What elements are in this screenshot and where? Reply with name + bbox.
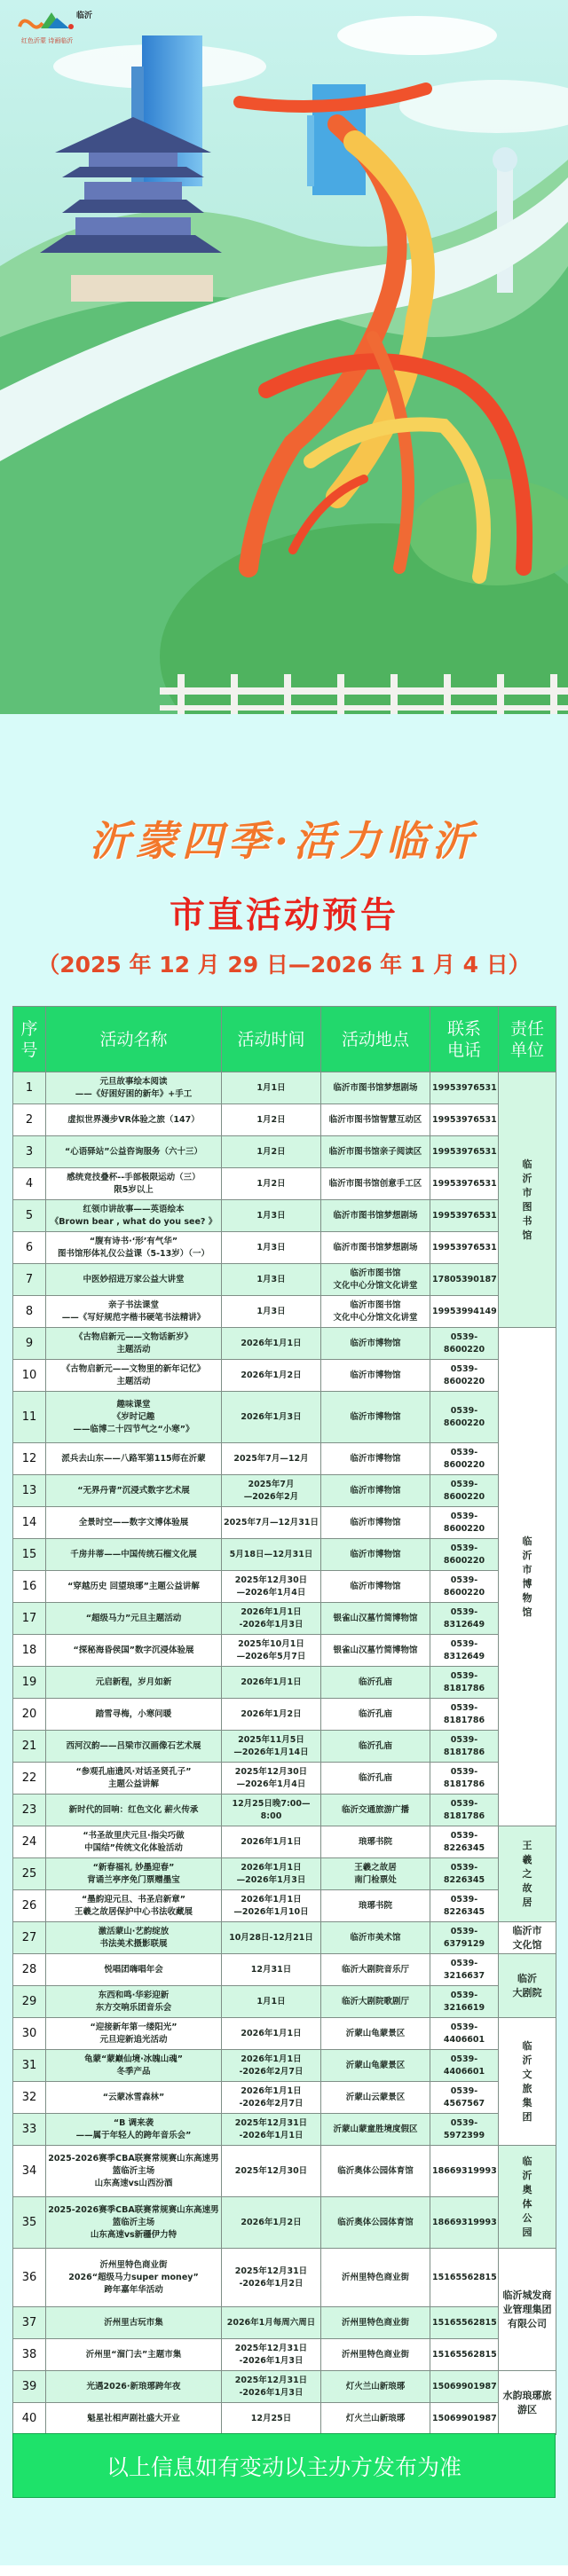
activity-location: 临沂市图书馆创意手工区	[321, 1168, 430, 1200]
activity-location: 临沂孔庙	[321, 1731, 430, 1763]
activity-time: 2026年1月1日 -2026年1月3日	[222, 1603, 321, 1635]
table-row	[13, 1539, 556, 1571]
contact-phone: 0539-8181786	[430, 1763, 499, 1795]
activity-number: 25	[13, 1858, 46, 1890]
activity-time: 2025年12月31日 -2026年1月1日	[222, 2114, 321, 2146]
activity-number: 23	[13, 1795, 46, 1826]
activity-time: 2025年11月5日 —2026年1月14日	[222, 1731, 321, 1763]
responsible-unit: 临 沂 奥 体 公 园	[499, 2146, 556, 2249]
table-row	[13, 1072, 556, 1104]
activity-number: 14	[13, 1507, 46, 1539]
activity-number: 4	[13, 1168, 46, 1200]
activity-number: 20	[13, 1699, 46, 1731]
activity-location: 临沂孔庙	[321, 1667, 430, 1699]
table-row	[13, 2018, 556, 2050]
table-row	[13, 1603, 556, 1635]
activity-name: 亲子书法课堂 ——《写好规范字楷书硬笔书法精讲》	[46, 1296, 222, 1328]
activity-time: 2025年12月31日 -2026年1月2日	[222, 2249, 321, 2307]
activity-name: “心语驿站”公益咨询服务（六十三）	[46, 1136, 222, 1168]
activity-time: 2026年1月3日	[222, 1392, 321, 1443]
contact-phone: 15165562815	[430, 2249, 499, 2307]
hero-illustration	[0, 0, 568, 736]
contact-phone: 0539-8600220	[430, 1392, 499, 1443]
activity-location: 沂州里特色商业街	[321, 2307, 430, 2339]
activity-time: 2026年1月1日 —2026年1月3日	[222, 1858, 321, 1890]
responsible-unit: 临 沂 市 图 书 馆	[499, 1072, 556, 1328]
activity-name: “书圣故里庆元旦·指尖巧做 中国结”传统文化体验活动	[46, 1826, 222, 1858]
table-row	[13, 1667, 556, 1699]
activity-number: 17	[13, 1603, 46, 1635]
activity-name: 西河汉韵——吕梁市汉画像石艺术展	[46, 1731, 222, 1763]
activity-number: 39	[13, 2371, 46, 2403]
table-header	[13, 1007, 556, 1072]
table-row	[13, 2339, 556, 2371]
activity-number: 16	[13, 1571, 46, 1603]
contact-phone: 19953994149	[430, 1296, 499, 1328]
activity-number: 28	[13, 1954, 46, 1986]
activity-time: 2025年12月31日 -2026年1月3日	[222, 2371, 321, 2403]
table-row	[13, 1104, 556, 1136]
activity-table	[12, 1006, 556, 2435]
activity-time: 12月31日	[222, 1954, 321, 1986]
contact-phone: 0539-8181786	[430, 1667, 499, 1699]
contact-phone: 0539-8600220	[430, 1475, 499, 1507]
activity-time: 10月28日-12月21日	[222, 1922, 321, 1954]
activity-name: 全景时空——数字文博体验展	[46, 1507, 222, 1539]
activity-number: 34	[13, 2146, 46, 2197]
activity-location: 临沂大剧院歌剧厅	[321, 1986, 430, 2018]
activity-location: 临沂孔庙	[321, 1763, 430, 1795]
activity-time: 2026年1月2日	[222, 1360, 321, 1392]
activity-number: 22	[13, 1763, 46, 1795]
activity-number: 37	[13, 2307, 46, 2339]
contact-phone: 18669319993	[430, 2197, 499, 2249]
activity-location: 临沂市博物馆	[321, 1539, 430, 1571]
contact-phone: 0539-3216619	[430, 1986, 499, 2018]
activity-number: 18	[13, 1635, 46, 1667]
table-row	[13, 1890, 556, 1922]
activity-time: 2026年1月1日 -2026年2月7日	[222, 2050, 321, 2082]
activity-location: 临沂奥体公园体育馆	[321, 2197, 430, 2249]
contact-phone: 0539-8600220	[430, 1360, 499, 1392]
column-header: 责任 单位	[499, 1007, 556, 1072]
page-title: 市直活动预告	[170, 895, 398, 936]
logo-brand: 临沂	[76, 12, 93, 20]
activity-name: 新时代的回响：红色文化 薪火传承	[46, 1795, 222, 1826]
activity-time: 2025年12月30日	[222, 2146, 321, 2197]
contact-phone: 0539-8600220	[430, 1443, 499, 1475]
contact-phone: 15069901987	[430, 2403, 499, 2435]
activity-name: 虚拟世界漫步VR体验之旅（147）	[46, 1104, 222, 1136]
activity-number: 30	[13, 2018, 46, 2050]
contact-phone: 15165562815	[430, 2339, 499, 2371]
activity-time: 1月3日	[222, 1264, 321, 1296]
activity-number: 1	[13, 1072, 46, 1104]
table-row	[13, 1200, 556, 1232]
activity-location: 灯火兰山新琅琊	[321, 2371, 430, 2403]
activity-number: 35	[13, 2197, 46, 2249]
table-row	[13, 1443, 556, 1475]
table-row	[13, 2307, 556, 2339]
activity-name: 激活蒙山·艺韵绽放 书法美术摄影联展	[46, 1922, 222, 1954]
table-row	[13, 1763, 556, 1795]
contact-phone: 0539-5972399	[430, 2114, 499, 2146]
activity-time: 1月3日	[222, 1296, 321, 1328]
table-row	[13, 1986, 556, 2018]
table-row	[13, 1264, 556, 1296]
logo-slogan: 红色沂蒙 诗画临沂	[21, 37, 74, 44]
activity-location: 银雀山汉墓竹简博物馆	[321, 1603, 430, 1635]
table-row	[13, 2403, 556, 2435]
activity-name: 趣味课堂 《岁时记趣 ——临博二十四节气之“小寒”》	[46, 1392, 222, 1443]
activity-location: 临沂市博物馆	[321, 1392, 430, 1443]
activity-number: 10	[13, 1360, 46, 1392]
activity-name: 沂州里特色商业街 2026“超级马力super money” 跨年嘉年华活动	[46, 2249, 222, 2307]
activity-location: 临沂市图书馆 文化中心分馆文化讲堂	[321, 1296, 430, 1328]
responsible-unit: 临沂城发商 业管理集团 有限公司	[499, 2249, 556, 2371]
activity-number: 12	[13, 1443, 46, 1475]
activity-time: 1月1日	[222, 1072, 321, 1104]
table-row	[13, 1858, 556, 1890]
table-row	[13, 1328, 556, 1360]
activity-time: 1月3日	[222, 1232, 321, 1264]
activity-location: 临沂市博物馆	[321, 1475, 430, 1507]
activity-name: 《古物启新元——文物里的新年记忆》 主题活动	[46, 1360, 222, 1392]
activity-location: 沂蒙山龟蒙景区	[321, 2050, 430, 2082]
contact-phone: 0539-8600220	[430, 1507, 499, 1539]
column-header: 活动名称	[46, 1007, 222, 1072]
activity-time: 1月2日	[222, 1136, 321, 1168]
activity-location: 临沂大剧院音乐厅	[321, 1954, 430, 1986]
activity-number: 26	[13, 1890, 46, 1922]
table-row	[13, 2371, 556, 2403]
activity-name: 悦唱团嗨唱年会	[46, 1954, 222, 1986]
activity-number: 31	[13, 2050, 46, 2082]
activity-name: 沂州里“溜门去”主题市集	[46, 2339, 222, 2371]
contact-phone: 0539-8181786	[430, 1731, 499, 1763]
contact-phone: 19953976531	[430, 1136, 499, 1168]
activity-name: 魁星社相声剧社盛大开业	[46, 2403, 222, 2435]
activity-name: 龟蒙“蒙巅仙境·冰魄山魂” 冬季产品	[46, 2050, 222, 2082]
activity-name: 2025-2026赛季CBA联赛常规赛山东高速男 篮临沂主场 山东高速vs新疆伊力特	[46, 2197, 222, 2249]
activity-location: 琅琊书院	[321, 1890, 430, 1922]
activity-time: 1月3日	[222, 1200, 321, 1232]
activity-name: 2025-2026赛季CBA联赛常规赛山东高速男 篮临沂主场 山东高速vs山西汾酒	[46, 2146, 222, 2197]
activity-name: 元旦故事绘本阅读 ——《好困好困的新年》+手工	[46, 1072, 222, 1104]
contact-phone: 19953976531	[430, 1200, 499, 1232]
activity-location: 临沂市博物馆	[321, 1328, 430, 1360]
activity-time: 2026年1月1日 —2026年1月10日	[222, 1890, 321, 1922]
activity-name: 《古物启新元——文物话新岁》 主题活动	[46, 1328, 222, 1360]
activity-location: 临沂市博物馆	[321, 1443, 430, 1475]
activity-number: 36	[13, 2249, 46, 2307]
responsible-unit: 临 沂 市 博 物 馆	[499, 1328, 556, 1826]
activity-name: “参观孔庙遗风·对话圣贤孔子” 主题公益讲解	[46, 1763, 222, 1795]
table-row	[13, 2050, 556, 2082]
responsible-unit: 临 沂 文 旅 集 团	[499, 2018, 556, 2146]
logo-mark-icon	[16, 7, 78, 35]
activity-number: 27	[13, 1922, 46, 1954]
table-row	[13, 1507, 556, 1539]
activity-time: 12月25日晚7:00—8:00	[222, 1795, 321, 1826]
contact-phone: 19953976531	[430, 1232, 499, 1264]
table-row	[13, 1232, 556, 1264]
activity-name: 东西和鸣·华彩迎新 东方交响乐团音乐会	[46, 1986, 222, 2018]
table-row	[13, 1475, 556, 1507]
activity-name: 沂州里古玩市集	[46, 2307, 222, 2339]
activity-location: 银雀山汉墓竹简博物馆	[321, 1635, 430, 1667]
activity-time: 2025年7月—12月31日	[222, 1507, 321, 1539]
column-header: 联系 电话	[430, 1007, 499, 1072]
contact-phone: 15069901987	[430, 2371, 499, 2403]
table-row	[13, 1954, 556, 1986]
activity-location: 琅琊书院	[321, 1826, 430, 1858]
activity-time: 2026年1月2日	[222, 2197, 321, 2249]
activity-time: 1月2日	[222, 1104, 321, 1136]
activity-name: “B 调来袭 ——属于年轻人的跨年音乐会”	[46, 2114, 222, 2146]
activity-name: 中医妙招进万家公益大讲堂	[46, 1264, 222, 1296]
contact-phone: 19953976531	[430, 1072, 499, 1104]
contact-phone: 0539-8312649	[430, 1603, 499, 1635]
activity-number: 40	[13, 2403, 46, 2435]
disclaimer-banner: 以上信息如有变动以主办方发布为准	[12, 2433, 556, 2498]
activity-location: 临沂市博物馆	[321, 1507, 430, 1539]
logo	[16, 7, 105, 44]
table-row	[13, 1826, 556, 1858]
activity-location: 沂州里特色商业街	[321, 2339, 430, 2371]
activity-location: 临沂市图书馆亲子阅读区	[321, 1136, 430, 1168]
activity-number: 6	[13, 1232, 46, 1264]
activity-number: 3	[13, 1136, 46, 1168]
activity-name: “墨韵迎元旦、书圣启新章” 王羲之故居保护中心书法收藏展	[46, 1890, 222, 1922]
contact-phone: 0539-8226345	[430, 1890, 499, 1922]
contact-phone: 0539-4567567	[430, 2082, 499, 2114]
activity-location: 临沂市美术馆	[321, 1922, 430, 1954]
activity-number: 13	[13, 1475, 46, 1507]
activity-location: 临沂市图书馆智慧互动区	[321, 1104, 430, 1136]
activity-location: 沂蒙山龟蒙景区	[321, 2018, 430, 2050]
activity-time: 2025年12月30日 —2026年1月4日	[222, 1763, 321, 1795]
activity-name: “探秘海昏侯国”数字沉浸体验展	[46, 1635, 222, 1667]
responsible-unit: 水韵琅琊旅 游区	[499, 2371, 556, 2435]
activity-number: 8	[13, 1296, 46, 1328]
activity-location: 灯火兰山新琅琊	[321, 2403, 430, 2435]
activity-location: 临沂市图书馆梦想剧场	[321, 1200, 430, 1232]
activity-location: 沂蒙山云蒙景区	[321, 2082, 430, 2114]
contact-phone: 15165562815	[430, 2307, 499, 2339]
contact-phone: 0539-8181786	[430, 1795, 499, 1826]
activity-name: “云蒙冰雪森林”	[46, 2082, 222, 2114]
activity-location: 沂蒙山蒙童胜境度假区	[321, 2114, 430, 2146]
activity-time: 2026年1月1日 -2026年2月7日	[222, 2082, 321, 2114]
activity-name: “无界丹青”沉浸式数字艺术展	[46, 1475, 222, 1507]
contact-phone: 0539-8226345	[430, 1858, 499, 1890]
responsible-unit: 临沂市 文化馆	[499, 1922, 556, 1954]
contact-phone: 0539-8600220	[430, 1328, 499, 1360]
table-row	[13, 1360, 556, 1392]
activity-time: 2025年7月 —2026年2月	[222, 1475, 321, 1507]
table-row	[13, 1699, 556, 1731]
table-row	[13, 1296, 556, 1328]
activity-time: 2025年10月1日 —2026年5月7日	[222, 1635, 321, 1667]
column-header: 活动时间	[222, 1007, 321, 1072]
responsible-unit: 王 羲 之 故 居	[499, 1826, 556, 1922]
activity-number: 24	[13, 1826, 46, 1858]
activity-number: 21	[13, 1731, 46, 1763]
activity-name: 光遇2026·新琅琊跨年夜	[46, 2371, 222, 2403]
activity-time: 2025年12月31日 -2026年1月3日	[222, 2339, 321, 2371]
activity-location: 临沂市博物馆	[321, 1360, 430, 1392]
activity-time: 2026年1月1日	[222, 2018, 321, 2050]
activity-number: 15	[13, 1539, 46, 1571]
table-row	[13, 1922, 556, 1954]
contact-phone: 0539-4406601	[430, 2050, 499, 2082]
date-range: （2025 年 12 月 29 日—2026 年 1 月 4 日）	[37, 952, 531, 978]
activity-name: 元启新程，岁月如新	[46, 1667, 222, 1699]
table-row	[13, 1571, 556, 1603]
contact-phone: 0539-8226345	[430, 1826, 499, 1858]
contact-phone: 0539-8600220	[430, 1539, 499, 1571]
contact-phone: 0539-6379129	[430, 1922, 499, 1954]
activity-time: 2025年7月—12月	[222, 1443, 321, 1475]
activity-time: 2026年1月每周六周日	[222, 2307, 321, 2339]
activity-time: 1月1日	[222, 1986, 321, 2018]
activity-time: 2026年1月1日	[222, 1826, 321, 1858]
contact-phone: 0539-8181786	[430, 1699, 499, 1731]
activity-number: 38	[13, 2339, 46, 2371]
activity-time: 5月18日—12月31日	[222, 1539, 321, 1571]
table-row	[13, 2146, 556, 2197]
table-row	[13, 2114, 556, 2146]
activity-location: 临沂奥体公园体育馆	[321, 2146, 430, 2197]
table-row	[13, 1392, 556, 1443]
activity-number: 2	[13, 1104, 46, 1136]
activity-number: 5	[13, 1200, 46, 1232]
activity-time: 1月2日	[222, 1168, 321, 1200]
activity-number: 7	[13, 1264, 46, 1296]
activity-number: 11	[13, 1392, 46, 1443]
table-row	[13, 1731, 556, 1763]
activity-location: 临沂孔庙	[321, 1699, 430, 1731]
activity-name: 红领巾讲故事——英语绘本 《Brown bear , what do you see? 》	[46, 1200, 222, 1232]
activity-name: “腹有诗书·‘形’有气华” 图书馆形体礼仪公益课（5-13岁）（一）	[46, 1232, 222, 1264]
activity-location: 临沂市图书馆梦想剧场	[321, 1072, 430, 1104]
activity-number: 9	[13, 1328, 46, 1360]
activity-name: 派兵去山东——八路军第115师在沂蒙	[46, 1443, 222, 1475]
activity-number: 29	[13, 1986, 46, 2018]
contact-phone: 19953976531	[430, 1168, 499, 1200]
activity-number: 32	[13, 2082, 46, 2114]
activity-number: 19	[13, 1667, 46, 1699]
activity-name: “迎接新年第一缕阳光” 元旦迎新追光活动	[46, 2018, 222, 2050]
table-row	[13, 1136, 556, 1168]
activity-number: 33	[13, 2114, 46, 2146]
table-row	[13, 2197, 556, 2249]
activity-location: 王羲之故居 南门检票处	[321, 1858, 430, 1890]
activity-location: 临沂市图书馆梦想剧场	[321, 1232, 430, 1264]
contact-phone: 0539-8312649	[430, 1635, 499, 1667]
activity-name: 踏雪寻梅，小寒问暖	[46, 1699, 222, 1731]
activity-time: 12月25日	[222, 2403, 321, 2435]
responsible-unit: 临沂 大剧院	[499, 1954, 556, 2018]
contact-phone: 17805390187	[430, 1264, 499, 1296]
campaign-title: 沂蒙四季·活力临沂	[89, 817, 478, 865]
table-row	[13, 1168, 556, 1200]
activity-location: 临沂交通旅游广播	[321, 1795, 430, 1826]
activity-location: 临沂市图书馆 文化中心分馆文化讲堂	[321, 1264, 430, 1296]
activity-time: 2025年12月30日 —2026年1月4日	[222, 1571, 321, 1603]
table-row	[13, 2249, 556, 2307]
activity-name: 千房井蒂——中国传统石榴文化展	[46, 1539, 222, 1571]
contact-phone: 19953976531	[430, 1104, 499, 1136]
table-row	[13, 1635, 556, 1667]
activity-name: “超级马力”元旦主题活动	[46, 1603, 222, 1635]
contact-phone: 0539-3216637	[430, 1954, 499, 1986]
contact-phone: 18669319993	[430, 2146, 499, 2197]
table-row	[13, 2082, 556, 2114]
activity-time: 2026年1月2日	[222, 1699, 321, 1731]
contact-phone: 0539-8600220	[430, 1571, 499, 1603]
activity-time: 2026年1月1日	[222, 1328, 321, 1360]
activity-location: 沂州里特色商业街	[321, 2249, 430, 2307]
activity-name: “穿越历史 回望琅琊”主题公益讲解	[46, 1571, 222, 1603]
activity-time: 2026年1月1日	[222, 1667, 321, 1699]
activity-name: 感统竞技叠杯--手部极限运动（三） 限5岁以上	[46, 1168, 222, 1200]
column-header: 序 号	[13, 1007, 46, 1072]
activity-location: 临沂市博物馆	[321, 1571, 430, 1603]
activity-name: “新春福礼 妙墨迎春” 背诵兰亭序免门票赠墨宝	[46, 1858, 222, 1890]
table-row	[13, 1795, 556, 1826]
contact-phone: 0539-4406601	[430, 2018, 499, 2050]
column-header: 活动地点	[321, 1007, 430, 1072]
